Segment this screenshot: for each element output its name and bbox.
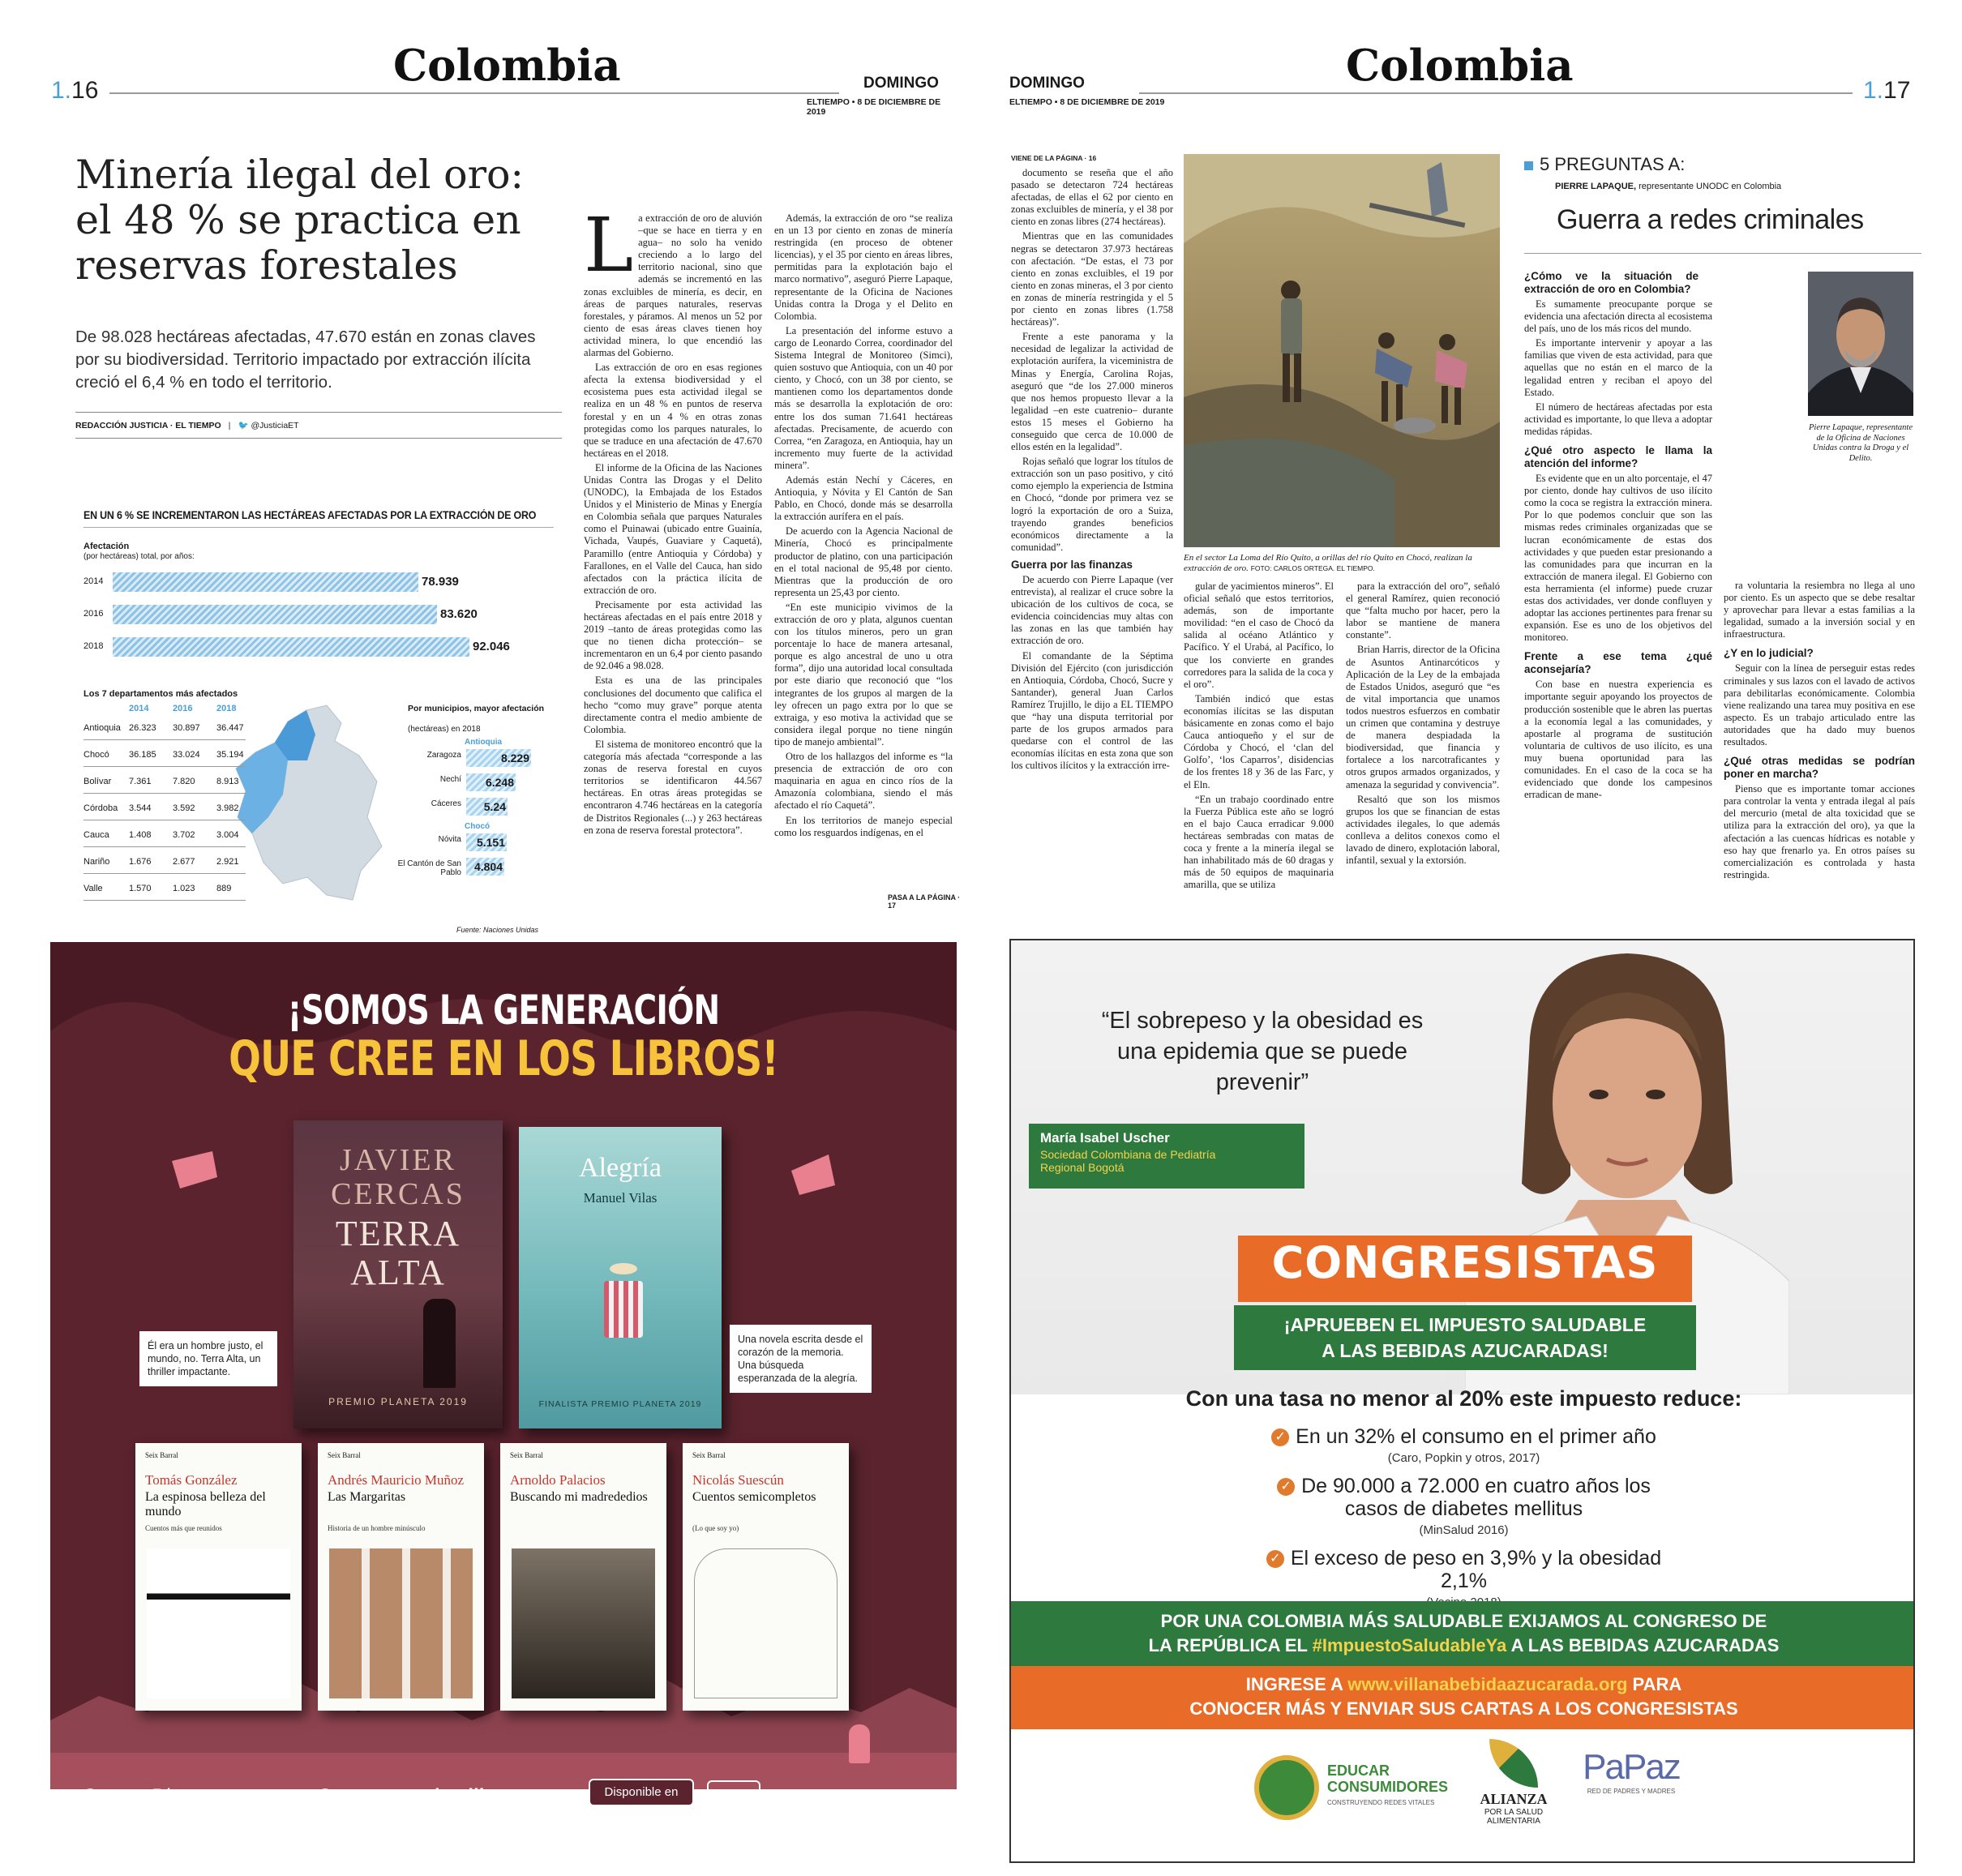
paragraph: En los territorios de manejo especial como los resguardos indígenas, en el xyxy=(774,814,953,838)
campaign-url-link[interactable]: www.villanabebidaazucarada.org xyxy=(1347,1674,1628,1694)
municipality-group-label: Antioquia xyxy=(465,738,503,747)
small-book-subtitle: Cuentos más que reunidos xyxy=(145,1524,222,1532)
table-cell: 35.194 xyxy=(216,750,244,760)
paragraph: Mientras que en las comunidades negras se detectaron 37.973 hectáreas con afectación. “De estas, el 73 por ciento en zonas excluibles, el 19 por ciento en zonas mineras, el 3 por ciento en zonas de minería restringida y el 5 por ciento en zonas libres (1.758 hectáreas)”. xyxy=(1011,230,1173,328)
date-line-right: ELTIEMPO • 8 DE DICIEMBRE DE 2019 xyxy=(1009,97,1165,107)
small-book[interactable] xyxy=(683,1443,849,1711)
ad-salud xyxy=(1009,939,1915,1863)
table-cell: 889 xyxy=(216,884,232,893)
photo-caption xyxy=(1184,553,1500,574)
table-cell: Bolívar xyxy=(84,777,112,786)
left-page xyxy=(45,32,961,934)
paragraph: De acuerdo con Pierre Lapaque (ver entrevista), al realizar el cruce sobre la ubicación de los cultivos de coca, se evidencia coincidencias muy altas con las zonas en las que también hay extracción de oro. xyxy=(1011,574,1173,647)
check-icon: ✓ xyxy=(1271,1428,1289,1446)
byline-divider: | xyxy=(228,421,231,430)
table-cell: 36.185 xyxy=(129,750,156,760)
muni-title: Por municipios, mayor afectación xyxy=(408,704,545,713)
interview-name: PIERRE LAPAQUE, representante UNODC en Colombia xyxy=(1555,182,1782,191)
small-book-subtitle: Historia de un hombre minúsculo xyxy=(328,1524,426,1532)
article-col-1-body xyxy=(584,212,762,837)
table-header-cell: 2016 xyxy=(173,704,193,713)
banner-text: CONGRESISTAS xyxy=(1271,1237,1659,1288)
small-book-subtitle: (Lo que soy yo) xyxy=(692,1524,739,1532)
paragraph: El sistema de monitoreo encontró que la categoría más afectada “corresponde a las zonas de reserva forestal en cuyos territorios se identificaron 44.567 hectáreas. En otras áreas protegidas se encontraron 4.746 hectáreas en la categoría de Distritos Regionales (...) y 263 hectáreas en zona de reserva forestal protectora”. xyxy=(584,738,762,836)
right-page xyxy=(1001,32,1926,916)
ad-lead: Con una tasa no menor al 20% este impuesto reduce: xyxy=(1185,1386,1742,1411)
portrait-caption: Pierre Lapaque, representante de la Oficina de Naciones Unidas contra la Droga y el Delito. xyxy=(1808,423,1913,463)
byline-rule xyxy=(75,438,562,439)
paragraph: Frente a este panorama y la necesidad de legalizar la actividad de explotación aurífera, la viceministra de Minas y Energía, Carolina Rojas, aseguró que “de los 27.000 mineros que nos hemos propuesto llevar a la legalidad –en este cuatrenio– durante estos 15 meses el Gobierno ha conseguido que cerca de 10.000 de ellos estén en la legalidad”. xyxy=(1011,331,1173,453)
question-2: ¿Qué otro aspecto le llama la atención del informe? xyxy=(1524,444,1712,470)
article-col-2-body xyxy=(774,212,953,839)
chart-title: EN UN 6 % SE INCREMENTARON LAS HECTÁREAS AFECTADAS POR LA EXTRACCIÓN DE ORO xyxy=(84,509,537,521)
table-cell: 26.323 xyxy=(129,723,156,733)
answer-2 xyxy=(1524,473,1712,644)
year-bar-value: 92.046 xyxy=(473,640,510,653)
table-row-rule xyxy=(84,846,246,847)
paragraph: Las extracción de oro en esas regiones afecta la extensa biodiversidad y el ecosistema pues esta actividad ilegal se realiza en un 48 % en puntos de reserva forestal y en un 4 % en otras zonas protegidas como los parques naturales, lo que se traduce en una afectación de 47.670 hectáreas en el 2018. xyxy=(584,362,762,459)
headline-line-1: ¡SOMOS LA GENERACIÓN xyxy=(287,987,720,1034)
logo-educar-consumidores xyxy=(1254,1751,1449,1832)
person-org-2: Regional Bogotá xyxy=(1040,1161,1125,1174)
byline-text: REDACCIÓN JUSTICIA · EL TIEMPO xyxy=(75,421,221,430)
right-col-3 xyxy=(1346,580,1500,905)
paragraph: Seguir con la línea de perseguir estas redes criminales y sus lazos con el lavado de activos para debilitarlas económicamente. Colombia viene realizando una tarea muy positiva en ese aspecto. Es un trabajo articulado entre las autoridades que ha dado muy buenos resultados. xyxy=(1724,662,1915,748)
paragraph: El informe de la Oficina de las Naciones Unidas Contra las Drogas y el Delito (UNODC), la Embajada de los Estados Unidos y el Ministerio de Minas y Energía en Colombia señala que parques Naturales como el Puinawai (ubicado entre Guainía, Vichada, Vaupés, Guaviare y Caquetá), Paramillo (entre Antioquia y Córdoba) y Farallones, en el Valle del Cauca, han sido afectados con la práctica ilícita de extracción de oro. xyxy=(584,461,762,596)
municipality-group-label: Chocó xyxy=(465,822,491,831)
small-book-author: Nicolás Suescún xyxy=(692,1472,784,1488)
paragraph: Otro de los hallazgos del informe es “la presencia de extracción de oro con maquinaria en agua en cinco ríos de la Amazonía colombiana, siendo el más afectado el río Caquetá”. xyxy=(774,751,953,812)
small-book[interactable] xyxy=(500,1443,666,1711)
small-book-author: Andrés Mauricio Muñoz xyxy=(328,1472,465,1488)
table-cell: 7.820 xyxy=(173,777,195,786)
alegria-chair xyxy=(604,1281,643,1338)
headline-line-2: QUE CREE EN LOS LIBROS! xyxy=(229,1030,778,1087)
chart-rule xyxy=(84,527,554,528)
paragraph: De acuerdo con la Agencia Nacional de Minería, Chocó es principalmente productor de platino, con una participación en el total nacional de 95,48 por ciento. Mientras que la producción de oro representa un 25,43 por ciento. xyxy=(774,525,953,598)
year-bar xyxy=(113,572,418,592)
date-line-left: ELTIEMPO • 8 DE DICIEMBRE DE 2019 xyxy=(807,97,941,117)
table-row-rule xyxy=(84,739,246,740)
year-bar xyxy=(113,637,469,657)
question-1: ¿Cómo ve la situación de extracción de oro en Colombia? xyxy=(1524,270,1699,295)
ad-points xyxy=(1011,1425,1915,1619)
table-cell: Nariño xyxy=(84,857,110,867)
year-bar-value: 83.620 xyxy=(440,607,478,621)
twitter-icon: 🐦 xyxy=(238,421,249,430)
ad-point-text: El exceso de peso en 3,9% y la obesidad 2,1% xyxy=(1290,1547,1662,1592)
table-cell: 2.677 xyxy=(173,857,195,867)
imprint-label: Seix Barral xyxy=(692,1451,726,1459)
small-book-author: Tomás González xyxy=(145,1472,238,1488)
table-cell: 36.447 xyxy=(216,723,244,733)
paragraph: La presentación del informe estuvo a cargo de Leonardo Correa, coordinador del Sistema Integral de Monitoreo (Simci), quien sostuvo que Antioquia, con un 40 por ciento, y Chocó, con un 38 por ciento, se mantienen como los departamentos donde más se desarrolla la explotación de oro: entre los dos suman 71.641 hectáreas afectadas. Precisamente, de acuerdo con Correa, “en Zaragoza, en Antioquia, hay un incremento muy fuerte de la actividad minera”. xyxy=(774,324,953,471)
paragraph: Esta es una de las principales conclusiones del documento que califica el hecho “como muy grave” porque atenta directamente contra el medio ambiente de Colombia. xyxy=(584,675,762,735)
reader-silhouette-icon xyxy=(849,1724,870,1763)
year-tick-label: 2016 xyxy=(84,609,104,619)
answer-3 xyxy=(1524,679,1712,801)
quote: “El sobrepeso y la obesidad es una epidemia que se puede prevenir” xyxy=(1101,1008,1424,1095)
check-icon: ✓ xyxy=(1266,1550,1284,1568)
municipality-bar-value: 6.248 xyxy=(485,776,514,789)
interview-box xyxy=(1524,154,1921,908)
table-row-rule xyxy=(84,766,246,767)
book-terra-alta[interactable] xyxy=(293,1120,503,1428)
paragraph: Es sumamente preocupante porque se evidencia una afectación directa al ecosistema del país, uno de los más ricos del mundo. xyxy=(1524,298,1712,335)
question-3: Frente a ese tema ¿qué aconsejaría? xyxy=(1524,650,1712,676)
day-label-right: DOMINGO xyxy=(1009,75,1085,92)
small-book[interactable] xyxy=(135,1443,302,1711)
paragraph: Es evidente que en un alto porcentaje, el 47 por ciento, donde hay cultivos de uso ilícito como la coca se registra la extracción minera. Por lo que podemos concluir que son las mismas redes criminales organizadas que se lucran económicamente de estas dos actividades y que pueden estar presionando a las comunidades para que incurran en la extracción de manera ilegal. El Gobierno con esta herramienta (el informe) puede cruzar estas dos actividades, ver donde confluyen y adoptar las acciones pertinentes para frenar su expansión. Ese es uno de los objetivos del monitoreo. xyxy=(1524,473,1712,644)
quote-person xyxy=(1040,1130,1215,1174)
subbanner: ¡APRUEBEN EL IMPUESTO SALUDABLE A LAS BEBIDAS AZUCARADAS! xyxy=(1234,1305,1696,1370)
table-cell: 1.408 xyxy=(129,830,152,840)
headline: Minería ilegal del oro: el 48 % se practica en reservas forestales xyxy=(75,152,524,289)
alegria-author: Manuel Vilas xyxy=(583,1190,658,1206)
terra-alta-author: JAVIER CERCAS xyxy=(331,1143,465,1211)
paragraph: a extracción de oro de aluvión –que se hace en tierra y en agua– no solo ha venido creciendo a lo largo del territorio nacional, sino que además se incrementó en las zonas excluibles de minería, es decir, en áreas de parques naturales, reservas forestales, y páramos. Al menos un 52 por ciento de esas áreas claves tienen hoy actividad minera, lo que encendió las alarmas del Gobierno. xyxy=(584,212,762,359)
table-cell: 1.023 xyxy=(173,884,195,893)
municipality-label: Cáceres xyxy=(431,799,461,808)
imprint-label: Seix Barral xyxy=(328,1451,361,1459)
photo-caption-text: En el sector La Loma del Río Quito, a orillas del río Quito en Chocó, realizan la extracción de oro. xyxy=(1184,553,1472,573)
table-cell: Córdoba xyxy=(84,803,118,813)
answer-4 xyxy=(1724,662,1915,748)
ad-planeta xyxy=(50,942,957,1808)
table-header-cell: 2018 xyxy=(216,704,237,713)
day-label-left: DOMINGO xyxy=(863,75,939,92)
table-cell: 3.592 xyxy=(173,803,195,813)
answer-5 xyxy=(1724,783,1915,881)
paragraph: El comandante de la Séptima División del Ejército (con jurisdicción en Antioquia, Córdoba, Chocó, Sucre y Santander), general Juan Carlos Ramírez Trujillo, le dijo a EL TIEMPO que “hay una disputa territorial por parte de los grupos armados para quedarse con el control de las economías ilícitas en esta zona que son los cultivos ilícitos y la extracción irre- xyxy=(1011,649,1173,772)
year-bar-value: 78.939 xyxy=(422,575,459,589)
ebook-button[interactable]: eBook xyxy=(707,1780,760,1806)
deck: De 98.028 hectáreas afectadas, 47.670 están en zonas claves por su biodiversidad. Territorio impactado por extracción ilícita creció el 6,4 % en todo el territorio. xyxy=(75,328,536,392)
table-row-rule xyxy=(84,900,246,901)
table-cell: 3.004 xyxy=(216,830,239,840)
map-colombia xyxy=(229,704,392,914)
table-title: Los 7 departamentos más afectados xyxy=(84,689,238,699)
footer-slogan: Creemos en los libros xyxy=(318,1785,521,1807)
alegria-award: FINALISTA PREMIO PLANETA 2019 xyxy=(538,1399,702,1409)
portrait xyxy=(1808,272,1913,416)
paragraph: Brian Harris, director de la Oficina de Asuntos Antinarcóticos y Aplicación de la Ley de la embajada de Estados Unidos, aseguró que “es de vital importancia que unamos todos nuestros esfuerzos en combatir un crimen que contamina y destruye de manera despiadada la biodiversidad, que financia y fortalece a los narcotraficantes y otros grupos armados organizados, y amenaza la seguridad y convivencia”. xyxy=(1346,644,1500,790)
table-cell: 33.024 xyxy=(173,750,200,760)
small-book-title: Cuentos semicompletos xyxy=(692,1490,816,1504)
available-button[interactable]: Disponible en xyxy=(589,1779,694,1806)
ad-point-source: (MinSalud 2016) xyxy=(1419,1523,1509,1537)
imprint-label: Seix Barral xyxy=(510,1451,543,1459)
right-col-1 xyxy=(1011,167,1173,905)
deck-rule xyxy=(75,412,562,413)
paragraph: “En este municipio vivimos de la extracción de oro y plata, algunos cuentan con los títulos mineros, pero un gran porcentaje lo hace de manera artesanal, porque es algo ancestral de uno u otra forma”, dijo una autoridad local consultada por este diario que reconoció que “los integrantes de los grupos al margen de la ley ofrecen un pago extra por lo que se extraiga, y eso motiva la actividad que se considera ilegal porque no tiene ningún tipo de manejo ambiental”. xyxy=(774,601,953,747)
ad-point xyxy=(1011,1475,1915,1537)
jump-line: PASA A LA PÁGINA · 17 xyxy=(888,893,961,910)
green-band: POR UNA COLOMBIA MÁS SALUDABLE EXIJAMOS AL CONGRESO DE LA REPÚBLICA EL #ImpuestoSaludableYa A LAS BEBIDAS AZUCARADAS xyxy=(1011,1601,1915,1666)
kicker-square-icon xyxy=(1524,161,1533,170)
blurb-left: Él era un hombre justo, el mundo, no. Terra Alta, un thriller impactante. xyxy=(139,1331,277,1386)
subhead-finanzas: Guerra por las finanzas xyxy=(1011,558,1133,571)
table-cell: 3.544 xyxy=(129,803,152,813)
small-book-title: Las Margaritas xyxy=(328,1490,406,1504)
section-title-left: Colombia xyxy=(393,41,621,91)
person-name: María Isabel Uscher xyxy=(1040,1130,1170,1146)
paragraph: Rojas señaló que lograr los títulos de extracción son un paso positivo, y citó como ejemplo la experiencia de Istmina en Chocó, “donde por primera vez se logró la exportación de oro a Suiza, trayendo grandes beneficios económicos directamente a la comunidad”. xyxy=(1011,456,1173,553)
paragraph: gular de yacimientos mineros”. El oficial señaló que estos territorios, además, son de importante movilidad: “en el caso de Chocó da salida al océano Atlántico y Pacífico. Y el Urabá, al Pacífico, lo que los convierte en grandes corredores para la salida de la coca y el oro”. xyxy=(1184,580,1334,690)
small-book-title: La espinosa belleza del mundo xyxy=(145,1490,266,1518)
interview-rule xyxy=(1524,253,1921,254)
footer-brand: Grupo Planeta xyxy=(83,1785,229,1807)
logo-papaz: PaPaz RED DE PADRES Y MADRES xyxy=(1583,1747,1680,1795)
ad-point-text: En un 32% el consumo en el primer año xyxy=(1296,1425,1656,1448)
twitter-handle: @JusticiaET xyxy=(251,421,299,430)
chart-source: Fuente: Naciones Unidas xyxy=(456,926,539,934)
paragraph: “En un trabajo coordinado entre la Fuerza Pública este año se logró en el bajo Cauca erradicar 9.000 hectáreas sembradas con matas de coca y frente a la minería ilegal se han inhabilitado más de 60 dragas y más de 50 equipos de maquinaria amarilla, que se utiliza xyxy=(1184,793,1334,891)
mining-photo xyxy=(1184,154,1500,547)
municipality-bar-value: 5.24 xyxy=(483,800,506,813)
interview-col-1 xyxy=(1524,263,1712,904)
interview-kicker: 5 PREGUNTAS A: xyxy=(1524,154,1685,175)
byline xyxy=(75,420,299,430)
table-cell: Cauca xyxy=(84,830,109,840)
municipality-bar-value: 8.229 xyxy=(500,752,529,765)
right-col-3-body xyxy=(1346,580,1500,867)
answer-3-continued xyxy=(1724,580,1915,640)
person-org-1: Sociedad Colombiana de Pediatría xyxy=(1040,1148,1216,1161)
terra-alta-silhouette xyxy=(423,1299,456,1388)
paragraph: Es importante intervenir y apoyar a las familias que viven de esta actividad, para que aquellas que no están en el marco de la legalidad entren y reciban el apoyo del Estado. xyxy=(1524,337,1712,398)
ad-point xyxy=(1011,1425,1915,1465)
terra-alta-title: TERRA ALTA xyxy=(335,1214,461,1292)
municipality-bar-value: 5.151 xyxy=(476,836,505,849)
municipality-label: Nóvita xyxy=(438,835,461,844)
paragraph: Precisamente por esta actividad las hectáreas afectadas en el país entre 2018 y 2019 –tanto de áreas protegidas como las que no tienen dicha protección– se incrementaron en un 6,4 por ciento pasando de 92.046 a 98.028. xyxy=(584,598,762,672)
small-book-artwork xyxy=(147,1548,290,1698)
small-book-artwork xyxy=(512,1548,655,1698)
interview-col-2 xyxy=(1724,580,1915,904)
year-bar xyxy=(113,605,437,624)
right-col-1-body xyxy=(1011,167,1173,554)
paragraph: documento se reseña que el año pasado se detectaron 724 hectáreas afectadas, de ellas el 62 por ciento en zonas excluibles de minería, y el 38 por ciento en zonas libres (274 hectáreas). xyxy=(1011,167,1173,228)
header-rule-left xyxy=(109,92,839,94)
viene-label: VIENE DE LA PÁGINA · 16 xyxy=(1011,154,1097,162)
table-header-cell: 2014 xyxy=(129,704,149,713)
chart-ylabel-note: (por hectáreas) total, por años: xyxy=(84,552,195,561)
answer-1 xyxy=(1524,298,1712,438)
year-bar-chart xyxy=(84,566,554,663)
page-number-right: 1.17 xyxy=(1863,77,1911,104)
ad-point xyxy=(1011,1547,1915,1609)
orange-band: INGRESE A www.villanabebidaazucarada.org PARA CONOCER MÁS Y ENVIAR SUS CARTAS A LOS CONGRESISTAS xyxy=(1011,1666,1915,1729)
table-cell: Antioquia xyxy=(84,723,121,733)
table-cell: 7.361 xyxy=(129,777,152,786)
paragraph: Con base en nuestra experiencia es importante seguir apoyando los proyectos de producción sostenible que le abren las puertas a la economía legal a las comunidades, y apostarle al programa de sustitución voluntaria de cultivos de uso ilícito, es una muy buena oportunidad para las comunidades. En el caso de la coca se ha evidenciado que donde los campesinos erradican de mane- xyxy=(1524,679,1712,801)
paragraph: También indicó que estas economías ilícitas se las disputan básicamente en zonas como el bajo Cauca antioqueño y el sur de Córdoba y Chocó, el ‘clan del Golfo’, ‘los Caparros’, disidencias de los frentes 18 y 36 de las Farc, y el Eln. xyxy=(1184,692,1334,790)
table-cell: 3.982 xyxy=(216,803,239,813)
table-cell: 8.913 xyxy=(216,777,239,786)
paragraph: Además están Nechí y Cáceres, en Antioquia, y Nóvita y El Cantón de San Pablo, en Chocó, donde más se desarrolla la extracción aurífera en el país. xyxy=(774,473,953,523)
municipality-bar-value: 4.804 xyxy=(473,860,503,873)
page-number-left: 1.16 xyxy=(51,77,99,104)
year-tick-label: 2014 xyxy=(84,576,104,586)
small-book-artwork xyxy=(694,1548,837,1698)
book-alegria[interactable] xyxy=(519,1127,722,1428)
turtle-logo-icon xyxy=(1254,1755,1319,1820)
municipality-label: El Cantón de San Pablo xyxy=(397,859,461,877)
municipality-label: Nechí xyxy=(439,775,461,784)
article-col-2 xyxy=(774,212,953,902)
table-cell: 30.897 xyxy=(173,723,200,733)
infographic xyxy=(75,444,562,934)
check-icon: ✓ xyxy=(1277,1478,1295,1496)
ad-point-source: (Caro, Popkin y otros, 2017) xyxy=(1387,1451,1540,1465)
imprint-label: Seix Barral xyxy=(145,1451,178,1459)
year-tick-label: 2018 xyxy=(84,641,104,651)
question-4: ¿Y en lo judicial? xyxy=(1724,647,1814,660)
section-title-right: Colombia xyxy=(1346,41,1574,91)
interview-title: Guerra a redes criminales xyxy=(1557,204,1864,235)
logo-alianza: ALIANZA POR LA SALUD ALIMENTARIA xyxy=(1465,1739,1562,1844)
right-col-2 xyxy=(1184,580,1334,905)
small-book-artwork xyxy=(329,1548,473,1698)
municipality-label: Zaragoza xyxy=(426,751,461,760)
paragraph: ra voluntaria la resiembra no llega al uno por ciento. Es un aspecto que se debe resaltar y aprovechar para llevar a estas familias a la legalidad, sumado a la inversión social y en infraestructura. xyxy=(1724,580,1915,640)
alegria-title: Alegría xyxy=(579,1153,662,1183)
table-cell: 1.570 xyxy=(129,884,152,893)
table-cell: 3.702 xyxy=(173,830,195,840)
table-row-rule xyxy=(84,873,246,874)
table-cell: Chocó xyxy=(84,750,109,760)
chart-ylabel: Afectación xyxy=(84,542,130,551)
small-book[interactable] xyxy=(318,1443,484,1711)
educar-text: EDUCAR CONSUMIDORES CONSTRUYENDO REDES VITALES xyxy=(1327,1762,1449,1806)
ad-planeta-headline xyxy=(50,987,957,1087)
blurb-right: Una novela escrita desde el corazón de la memoria. Una búsqueda esperanzada de la alegría. xyxy=(730,1325,872,1393)
small-book-author: Arnoldo Palacios xyxy=(510,1472,606,1488)
article-col-1 xyxy=(584,212,762,902)
photo-credit: FOTO: CARLOS ORTEGA. EL TIEMPO. xyxy=(1250,564,1375,572)
paragraph: para la extracción del oro”, señaló el general Ramírez, quien reconoció que “falta mucho por hacer, pero la labor se mantiene de manera constante”. xyxy=(1346,580,1500,641)
municipality-bar-chart xyxy=(383,738,558,908)
header-rule-right xyxy=(1139,92,1853,94)
paragraph: El número de hectáreas afectadas por esta actividad es importante, lo que lleva a adoptar medidas rápidas. xyxy=(1524,400,1712,437)
paragraph: Pienso que es importante tomar acciones para controlar la venta y entrada ilegal al país del mercurio (metal de alta toxicidad que se utiliza para la extracción del oro), ya que la afectación a las cuencas hídricas es notable y eso hay que frenarlo ya. En otros países su comercialización es controlada y hasta restringida. xyxy=(1724,783,1915,880)
paragraph: Resaltó que son los mismos grupos los que se financian de estas actividades ilegales, lo que además conlleva a delitos conexos como el lavado de dinero, explotación laboral, infantil, sexual y la extorsión. xyxy=(1346,793,1500,867)
hashtag[interactable]: #ImpuestoSaludableYa xyxy=(1312,1635,1507,1655)
terra-alta-award: PREMIO PLANETA 2019 xyxy=(328,1396,468,1407)
corn-logo-icon xyxy=(1489,1739,1538,1788)
right-col-2-body xyxy=(1184,580,1334,891)
alegria-hat xyxy=(610,1263,637,1274)
ad-point-text: De 90.000 a 72.000 en cuatro años los casos de diabetes mellitus xyxy=(1301,1475,1651,1520)
small-book-title: Buscando mi madrededios xyxy=(510,1490,648,1504)
question-5: ¿Qué otras medidas se podrían poner en marcha? xyxy=(1724,755,1915,781)
right-col-1b-body xyxy=(1011,574,1173,773)
table-row-rule xyxy=(84,793,246,794)
table-cell: 1.676 xyxy=(129,857,152,867)
dropcap: L xyxy=(584,212,634,289)
muni-subtitle: (hectáreas) en 2018 xyxy=(408,725,481,734)
table-cell: Valle xyxy=(84,884,103,893)
paragraph: Además, la extracción de oro “se realiza en un 13 por ciento en zonas de minería restringida (en proceso de obtener licencias), y el 35 por ciento en áreas libres, permitidas para la explotación bajo el marco normativo”, aseguró Pierre Lapaque, representante de la Oficina de Naciones Unidas contra la Droga y el Delito en Colombia. xyxy=(774,212,953,322)
table-cell: 2.921 xyxy=(216,857,239,867)
